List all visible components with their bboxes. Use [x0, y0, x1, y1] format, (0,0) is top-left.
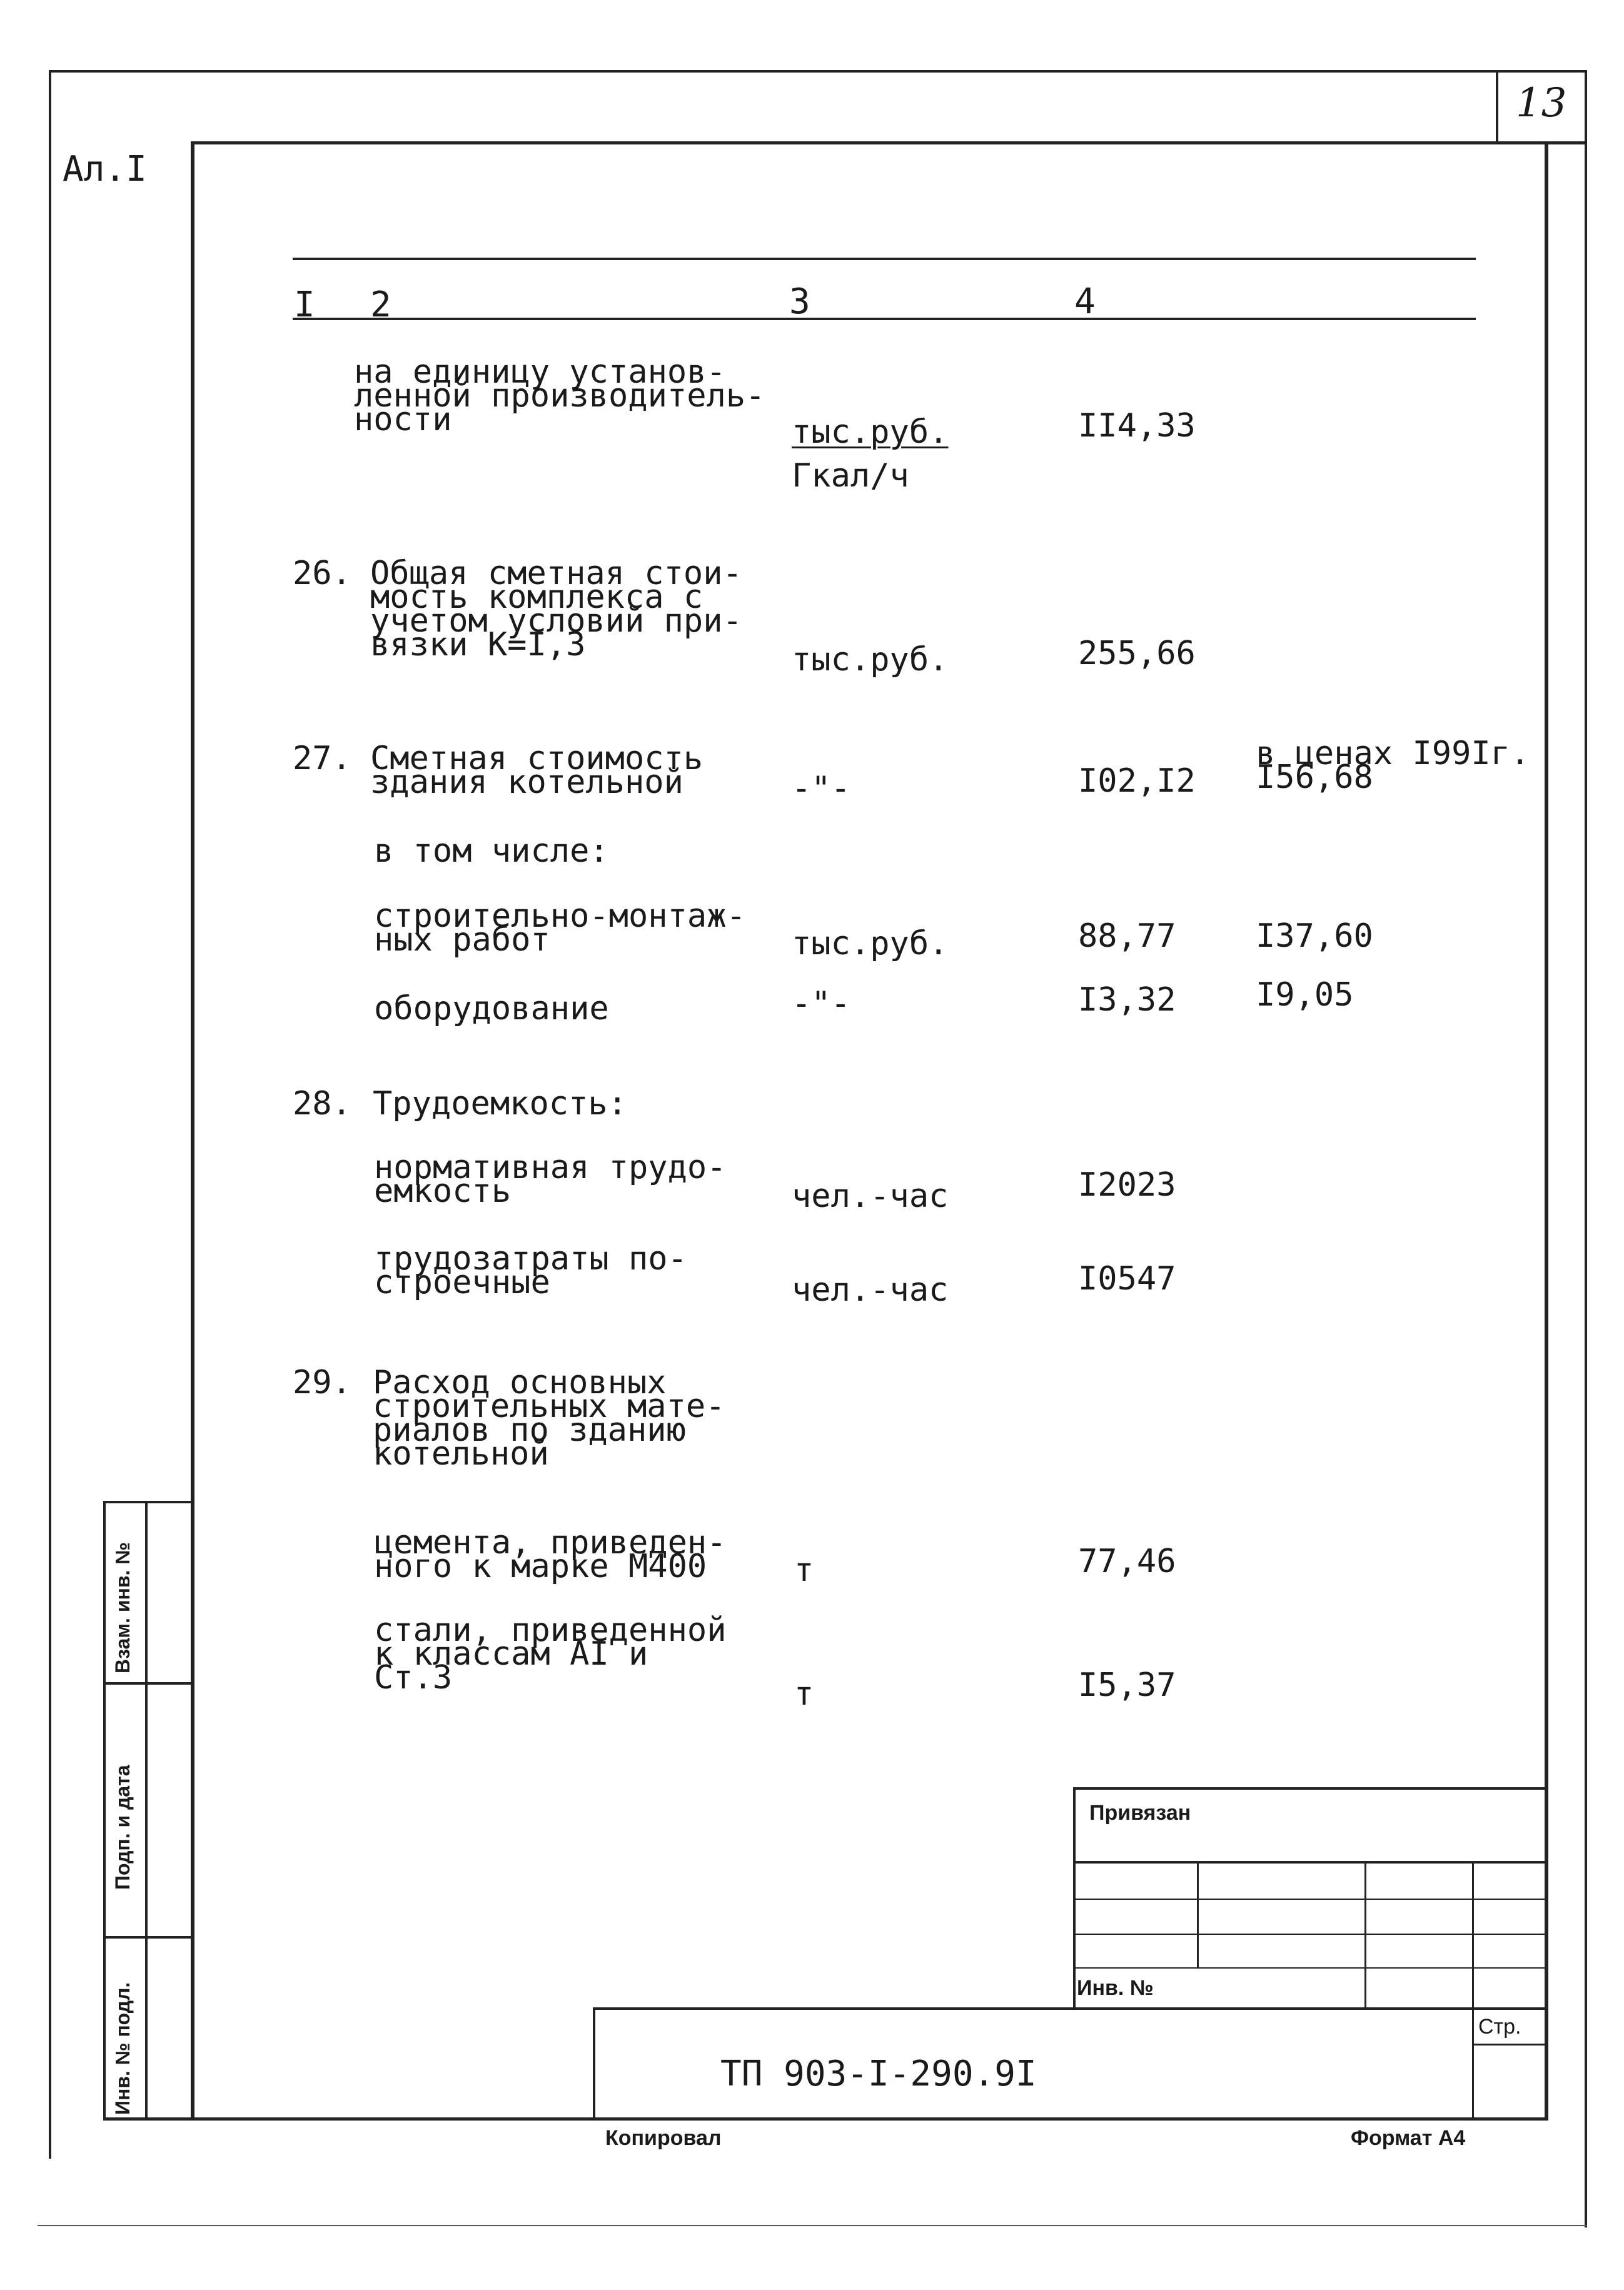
side-label-exchange-inv: Взам. инв. №	[111, 1542, 134, 1673]
row-number: 28.	[293, 1085, 351, 1122]
row-unit: -"-	[792, 770, 850, 807]
side-stamp-rule-3	[103, 1936, 194, 1939]
inner-frame-right	[1545, 141, 1548, 2120]
page-number-box-left	[1496, 70, 1498, 141]
row-value: II4,33	[1078, 407, 1196, 445]
side-stamp-mid	[145, 1501, 148, 2120]
row-name: Расход основных строительных мате- риалов по зданию котельной	[373, 1364, 725, 1473]
stamp-page-label: Стр.	[1478, 2015, 1521, 2039]
outer-frame-right	[1585, 70, 1587, 2227]
side-stamp-rule-1	[103, 1501, 194, 1503]
row-value: I0547	[1078, 1260, 1176, 1298]
row-value: 88,77	[1078, 917, 1176, 955]
stamp-inv-label: Инв. №	[1077, 1976, 1154, 2000]
table-top-rule	[293, 258, 1476, 260]
column-header-3: 3	[789, 281, 810, 322]
row-number: 29.	[293, 1364, 351, 1401]
row-value: I2023	[1078, 1166, 1176, 1204]
page-number: 13	[1516, 80, 1567, 126]
row-value: 255,66	[1078, 635, 1196, 672]
row-unit: тыс.руб.	[792, 413, 949, 451]
row-name: цемента, приведен- ного к марке М400	[374, 1524, 727, 1585]
row-name: нормативная трудо- емкость	[374, 1149, 727, 1210]
stamp-rule-3	[1073, 1934, 1546, 1935]
row-name: Трудоемкость:	[373, 1085, 627, 1122]
row-value: 77,46	[1078, 1543, 1176, 1580]
side-stamp-left	[103, 1501, 106, 2120]
page-cell-rule	[1472, 2044, 1546, 2045]
appendix-label: Ал.I	[63, 149, 147, 189]
row-unit: тыс.руб.	[792, 925, 949, 962]
outer-frame-top	[49, 70, 1587, 73]
column-header-4: 4	[1074, 281, 1096, 322]
row-unit-denominator: Гкал/ч	[792, 457, 909, 495]
stamp-rule-4	[1073, 1967, 1546, 1969]
row-value-alt: I37,60	[1256, 917, 1373, 955]
title-block-top	[593, 2007, 1546, 2010]
row-name: строительно-монтаж- ных работ	[374, 897, 746, 959]
stamp-top	[1073, 1787, 1546, 1790]
stamp-rule-1	[1073, 1861, 1546, 1864]
column-header-1: I	[294, 285, 315, 325]
row-name: Сметная стоимость здания котельной	[370, 740, 704, 801]
row-value: I02,I2	[1078, 762, 1196, 800]
row-subheading: в том числе:	[374, 832, 609, 870]
row-unit: т	[794, 1675, 814, 1713]
side-label-sign-date: Подп. и дата	[111, 1765, 134, 1890]
footer-copied: Копировал	[605, 2126, 722, 2150]
row-number: 26.	[293, 555, 351, 592]
stamp-vline-2	[1364, 1861, 1366, 2009]
row-value: I5,37	[1078, 1667, 1176, 1704]
stamp-vline-1	[1197, 1861, 1199, 1969]
row-unit: чел.-час	[792, 1178, 949, 1215]
row-value: I3,32	[1078, 981, 1176, 1019]
title-block-left	[593, 2007, 595, 2120]
row-number: 27.	[293, 740, 351, 777]
footer-format: Формат А4	[1351, 2126, 1466, 2150]
row-value-alt: I9,05	[1256, 976, 1354, 1014]
table-header-rule	[293, 318, 1476, 320]
outer-frame-left	[49, 70, 51, 2159]
stamp-rule-2	[1073, 1899, 1546, 1900]
side-label-inv-original: Инв. № подл.	[111, 1982, 134, 2115]
inner-frame-bottom	[103, 2117, 1548, 2121]
row-unit: тыс.руб.	[792, 641, 949, 678]
row-name: на единицу установ- ленной производитель- ности	[354, 353, 765, 438]
stamp-bound-label: Привязан	[1089, 1801, 1191, 1825]
bottom-trim-line	[38, 2225, 1587, 2226]
row-note: в ценах I99Iг. I56,68	[1256, 735, 1530, 796]
row-name: оборудование	[374, 990, 609, 1027]
row-name: трудозатраты по- строечные	[374, 1240, 687, 1301]
row-name: Общая сметная стои- мость комплекса с учетом условий при- вязки К=I,3	[370, 555, 742, 663]
row-unit: -"-	[792, 985, 850, 1022]
row-name: стали, приведенной к классам АI и Ст.3	[374, 1612, 727, 1697]
inner-frame-top	[193, 141, 1587, 144]
row-unit: чел.-час	[792, 1271, 949, 1309]
stamp-vline-3	[1472, 1861, 1474, 2119]
document-code: ТП 903-I-290.9I	[720, 2054, 1037, 2094]
column-header-2: 2	[370, 285, 391, 325]
side-stamp-rule-2	[103, 1682, 194, 1685]
inner-frame-left	[191, 141, 194, 2120]
row-unit: т	[794, 1551, 814, 1589]
